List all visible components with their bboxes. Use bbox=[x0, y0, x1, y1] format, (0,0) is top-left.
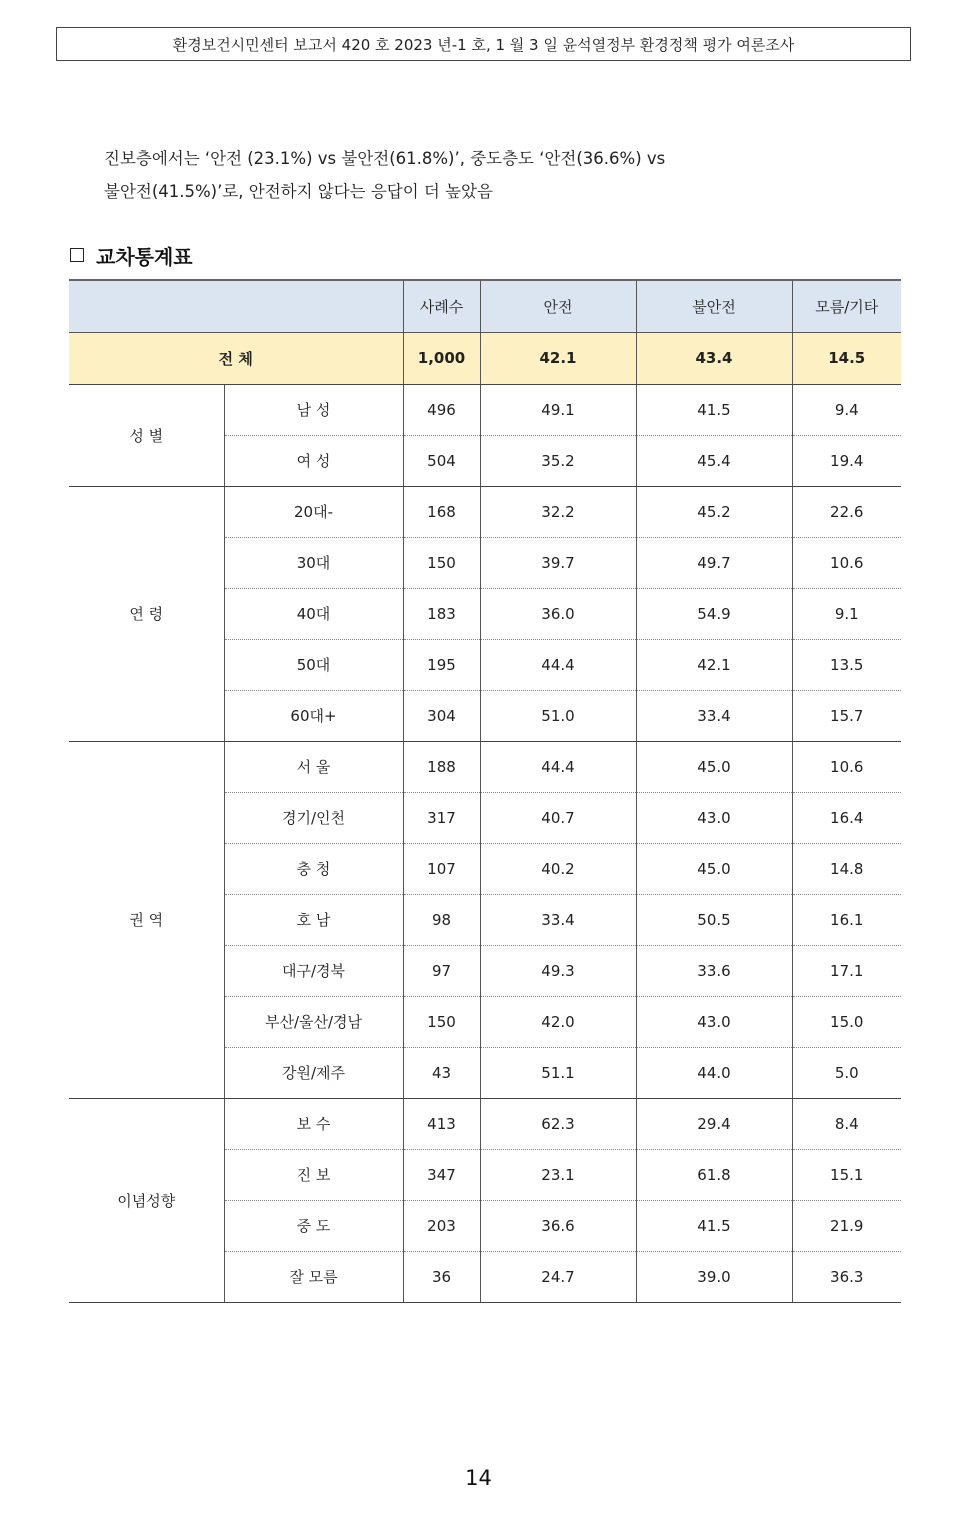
row-label: 경기/인천 bbox=[224, 792, 403, 843]
cell-unsafe: 50.5 bbox=[636, 894, 792, 945]
cell-unsafe: 42.1 bbox=[636, 639, 792, 690]
cell-unsafe: 45.2 bbox=[636, 486, 792, 537]
cell-safe: 36.6 bbox=[480, 1200, 636, 1251]
row-label: 20대- bbox=[224, 486, 403, 537]
total-unsafe: 43.4 bbox=[636, 332, 792, 384]
total-other: 14.5 bbox=[792, 332, 901, 384]
cell-safe: 49.3 bbox=[480, 945, 636, 996]
cell-safe: 33.4 bbox=[480, 894, 636, 945]
cell-other: 16.1 bbox=[792, 894, 901, 945]
cell-other: 5.0 bbox=[792, 1047, 901, 1098]
cell-unsafe: 39.0 bbox=[636, 1251, 792, 1302]
section-title bbox=[70, 240, 193, 270]
cell-other: 19.4 bbox=[792, 435, 901, 486]
cell-other: 10.6 bbox=[792, 537, 901, 588]
cell-other: 15.7 bbox=[792, 690, 901, 741]
cell-safe: 39.7 bbox=[480, 537, 636, 588]
cell-cases: 97 bbox=[403, 945, 480, 996]
cell-unsafe: 29.4 bbox=[636, 1098, 792, 1149]
cell-safe: 51.1 bbox=[480, 1047, 636, 1098]
row-label: 50대 bbox=[224, 639, 403, 690]
row-label: 중 도 bbox=[224, 1200, 403, 1251]
table-header-row bbox=[69, 280, 901, 332]
checkbox-square-icon bbox=[70, 248, 84, 262]
table-row bbox=[69, 741, 901, 792]
cell-safe: 35.2 bbox=[480, 435, 636, 486]
cell-unsafe: 49.7 bbox=[636, 537, 792, 588]
row-label: 대구/경북 bbox=[224, 945, 403, 996]
cell-cases: 107 bbox=[403, 843, 480, 894]
cell-safe: 62.3 bbox=[480, 1098, 636, 1149]
total-cases: 1,000 bbox=[403, 332, 480, 384]
row-label: 호 남 bbox=[224, 894, 403, 945]
summary-paragraph bbox=[104, 142, 844, 208]
cell-other: 9.1 bbox=[792, 588, 901, 639]
row-label: 잘 모름 bbox=[224, 1251, 403, 1302]
cell-safe: 24.7 bbox=[480, 1251, 636, 1302]
report-header bbox=[56, 27, 911, 61]
summary-line-2: 불안전(41.5%)’로, 안전하지 않다는 응답이 더 높았음 bbox=[104, 182, 493, 201]
row-label: 보 수 bbox=[224, 1098, 403, 1149]
cell-cases: 43 bbox=[403, 1047, 480, 1098]
table-row bbox=[69, 486, 901, 537]
cell-unsafe: 45.0 bbox=[636, 843, 792, 894]
cell-unsafe: 44.0 bbox=[636, 1047, 792, 1098]
section-title-text: 교차통계표 bbox=[96, 244, 193, 269]
cell-cases: 168 bbox=[403, 486, 480, 537]
cell-safe: 40.7 bbox=[480, 792, 636, 843]
cell-other: 10.6 bbox=[792, 741, 901, 792]
cell-other: 21.9 bbox=[792, 1200, 901, 1251]
cell-cases: 496 bbox=[403, 384, 480, 435]
cell-other: 15.0 bbox=[792, 996, 901, 1047]
cell-cases: 347 bbox=[403, 1149, 480, 1200]
page-number: 14 bbox=[465, 1466, 492, 1490]
cell-unsafe: 54.9 bbox=[636, 588, 792, 639]
cell-unsafe: 41.5 bbox=[636, 384, 792, 435]
cell-safe: 32.2 bbox=[480, 486, 636, 537]
cell-unsafe: 33.6 bbox=[636, 945, 792, 996]
total-safe: 42.1 bbox=[480, 332, 636, 384]
row-label: 서 울 bbox=[224, 741, 403, 792]
cell-unsafe: 43.0 bbox=[636, 996, 792, 1047]
row-label: 부산/울산/경남 bbox=[224, 996, 403, 1047]
header-blank-cell bbox=[69, 280, 403, 332]
cell-safe: 40.2 bbox=[480, 843, 636, 894]
cell-cases: 150 bbox=[403, 996, 480, 1047]
cell-cases: 413 bbox=[403, 1098, 480, 1149]
cell-cases: 304 bbox=[403, 690, 480, 741]
column-header-unsafe: 불안전 bbox=[636, 280, 792, 332]
summary-line-1: 진보층에서는 ‘안전 (23.1%) vs 불안전(61.8%)’, 중도층도 ‘안전(36.6%) vs bbox=[104, 149, 666, 168]
cell-safe: 44.4 bbox=[480, 639, 636, 690]
cell-other: 8.4 bbox=[792, 1098, 901, 1149]
cell-unsafe: 61.8 bbox=[636, 1149, 792, 1200]
row-label: 여 성 bbox=[224, 435, 403, 486]
cell-cases: 504 bbox=[403, 435, 480, 486]
cell-safe: 42.0 bbox=[480, 996, 636, 1047]
total-label: 전 체 bbox=[69, 332, 403, 384]
row-label: 진 보 bbox=[224, 1149, 403, 1200]
cell-cases: 203 bbox=[403, 1200, 480, 1251]
row-label: 40대 bbox=[224, 588, 403, 639]
row-label: 강원/제주 bbox=[224, 1047, 403, 1098]
column-header-cases: 사례수 bbox=[403, 280, 480, 332]
group-label: 성 별 bbox=[69, 384, 224, 486]
cell-other: 36.3 bbox=[792, 1251, 901, 1302]
cell-safe: 49.1 bbox=[480, 384, 636, 435]
cell-other: 14.8 bbox=[792, 843, 901, 894]
column-header-other: 모름/기타 bbox=[792, 280, 901, 332]
cell-safe: 51.0 bbox=[480, 690, 636, 741]
crosstab-table bbox=[69, 279, 901, 1303]
cell-cases: 98 bbox=[403, 894, 480, 945]
table-row bbox=[69, 384, 901, 435]
cell-cases: 36 bbox=[403, 1251, 480, 1302]
report-header-text: 환경보건시민센터 보고서 420 호 2023 년-1 호, 1 월 3 일 윤석열정부 환경정책 평가 여론조사 bbox=[172, 35, 795, 54]
cell-cases: 150 bbox=[403, 537, 480, 588]
cell-cases: 188 bbox=[403, 741, 480, 792]
cell-other: 13.5 bbox=[792, 639, 901, 690]
cell-cases: 195 bbox=[403, 639, 480, 690]
cell-cases: 317 bbox=[403, 792, 480, 843]
group-label: 권 역 bbox=[69, 741, 224, 1098]
cell-unsafe: 41.5 bbox=[636, 1200, 792, 1251]
cell-other: 22.6 bbox=[792, 486, 901, 537]
cell-other: 15.1 bbox=[792, 1149, 901, 1200]
cell-unsafe: 43.0 bbox=[636, 792, 792, 843]
row-label: 남 성 bbox=[224, 384, 403, 435]
cell-unsafe: 45.4 bbox=[636, 435, 792, 486]
table-total-row bbox=[69, 332, 901, 384]
cell-cases: 183 bbox=[403, 588, 480, 639]
row-label: 충 청 bbox=[224, 843, 403, 894]
group-label: 이념성향 bbox=[69, 1098, 224, 1302]
table-row bbox=[69, 1098, 901, 1149]
column-header-safe: 안전 bbox=[480, 280, 636, 332]
cell-other: 17.1 bbox=[792, 945, 901, 996]
group-label: 연 령 bbox=[69, 486, 224, 741]
cell-safe: 23.1 bbox=[480, 1149, 636, 1200]
cell-safe: 36.0 bbox=[480, 588, 636, 639]
cell-unsafe: 45.0 bbox=[636, 741, 792, 792]
cell-other: 16.4 bbox=[792, 792, 901, 843]
cell-safe: 44.4 bbox=[480, 741, 636, 792]
row-label: 30대 bbox=[224, 537, 403, 588]
cell-unsafe: 33.4 bbox=[636, 690, 792, 741]
row-label: 60대+ bbox=[224, 690, 403, 741]
cell-other: 9.4 bbox=[792, 384, 901, 435]
